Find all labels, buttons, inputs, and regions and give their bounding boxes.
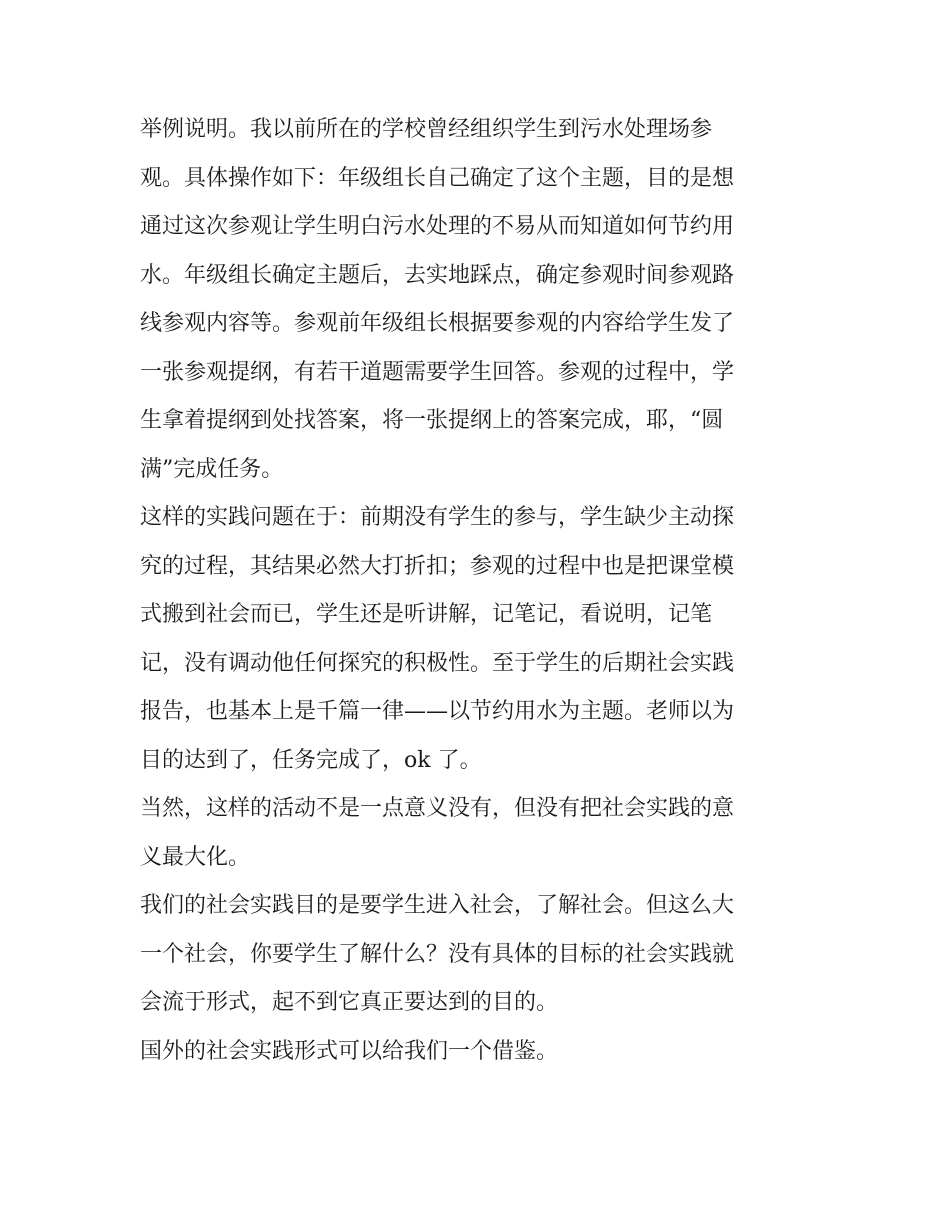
- text-line: 式搬到社会而已，学生还是听讲解，记笔记，看说明，记笔: [140, 602, 713, 627]
- text-line: 记，没有调动他任何探究的积极性。至于学生的后期社会实践: [140, 650, 735, 676]
- text-line: 通过这次参观让学生明白污水处理的不易从而知道如何节约用: [140, 214, 735, 239]
- text-line: 国外的社会实践形式可以给我们一个借鉴。: [140, 1038, 559, 1064]
- text-line: 义最大化。: [140, 844, 251, 870]
- body-text: [140, 106, 820, 1076]
- text-line: 满”完成任务。: [140, 456, 284, 482]
- text-line: 当然，这样的活动不是一点意义没有，但没有把社会实践的意: [140, 796, 735, 821]
- text-line: 一张参观提纲，有若干道题需要学生回答。参观的过程中，学: [140, 359, 735, 385]
- text-line: 生拿着提纲到处找答案，将一张提纲上的答案完成，耶，“圆: [140, 408, 724, 433]
- text-line: 水。年级组长确定主题后，去实地踩点，确定参观时间参观路: [140, 262, 735, 288]
- text-line: 究的过程，其结果必然大打折扣；参观的过程中也是把课堂模: [140, 553, 735, 579]
- text-line: 线参观内容等。参观前年级组长根据要参观的内容给学生发了: [140, 311, 735, 336]
- text-line: 举例说明。我以前所在的学校曾经组织学生到污水处理场参: [140, 117, 713, 142]
- text-line: 这样的实践问题在于：前期没有学生的参与，学生缺少主动探: [140, 505, 735, 530]
- text-line: 一个社会，你要学生了解什么？没有具体的目标的社会实践就: [140, 941, 735, 967]
- text-line: 我们的社会实践目的是要学生进入社会，了解社会。但这么大: [140, 893, 735, 918]
- text-line: 目的达到了，任务完成了，ok 了。: [140, 747, 482, 773]
- text-line: 会流于形式，起不到它真正要达到的目的。: [140, 990, 559, 1015]
- text-line: 报告，也基本上是千篇一律——以节约用水为主题。老师以为: [140, 699, 735, 724]
- text-line: 观。具体操作如下：年级组长自己确定了这个主题，目的是想: [140, 165, 735, 191]
